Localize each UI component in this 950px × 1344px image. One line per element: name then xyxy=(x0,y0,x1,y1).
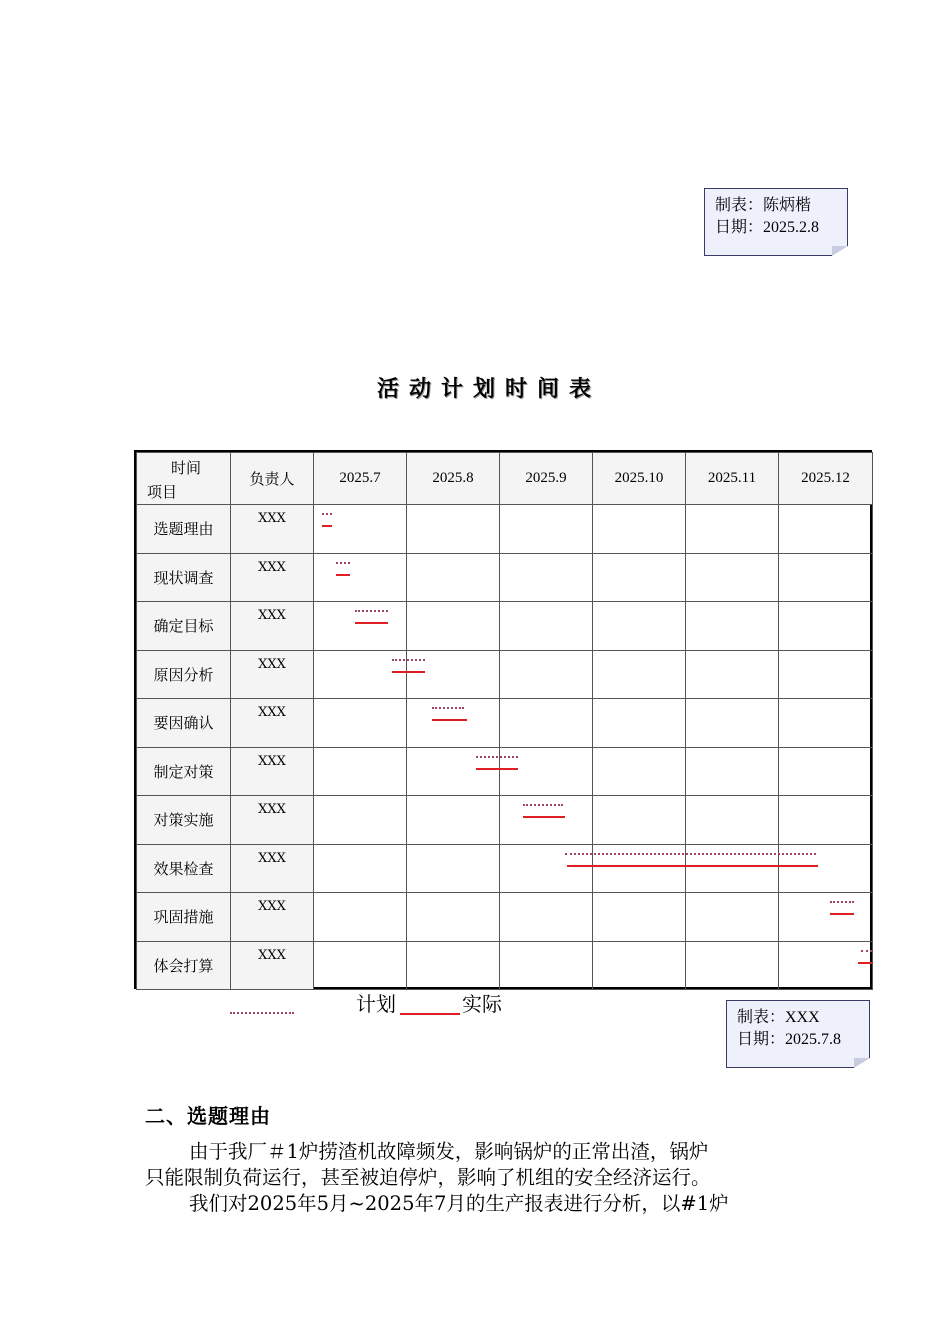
maker-label: 制表：XXX xyxy=(737,1009,820,1026)
date-label: 日期：2025.2.8 xyxy=(715,219,820,236)
month-cell xyxy=(500,844,593,893)
corner-item-label: 项目 xyxy=(147,485,178,501)
gantt-chart xyxy=(134,450,872,989)
task-cell: 制定对策 xyxy=(137,747,231,796)
owner-header: 负责人 xyxy=(231,453,314,505)
month-cell xyxy=(407,747,500,796)
task-cell: 选题理由 xyxy=(137,505,231,554)
table-row xyxy=(137,553,873,602)
month-header: 2025.7 xyxy=(314,453,407,505)
month-cell xyxy=(500,650,593,699)
month-cell xyxy=(593,796,686,845)
table-row xyxy=(137,505,873,554)
paragraph-line: 我们对2025年5月~2025年7月的生产报表进行分析，以#1炉 xyxy=(189,1192,729,1215)
month-cell xyxy=(593,747,686,796)
month-cell xyxy=(593,941,686,990)
task-cell: 巩固措施 xyxy=(137,893,231,942)
month-cell xyxy=(593,505,686,554)
month-cell xyxy=(407,893,500,942)
maker-label: 制表：陈炳楷 xyxy=(715,197,812,214)
month-cell xyxy=(314,650,407,699)
corner-time-label: 时间 xyxy=(171,461,202,477)
month-cell xyxy=(500,505,593,554)
month-cell xyxy=(686,505,779,554)
owner-cell: XXX xyxy=(231,941,314,990)
table-row xyxy=(137,941,873,990)
owner-cell: XXX xyxy=(231,505,314,554)
month-cell xyxy=(686,844,779,893)
month-header: 2025.8 xyxy=(407,453,500,505)
month-cell xyxy=(314,699,407,748)
table-row xyxy=(137,796,873,845)
month-cell xyxy=(407,844,500,893)
owner-cell: XXX xyxy=(231,893,314,942)
month-cell xyxy=(593,602,686,651)
month-cell xyxy=(593,699,686,748)
author-note-top xyxy=(704,188,848,256)
task-cell: 对策实施 xyxy=(137,796,231,845)
page-fold-icon xyxy=(854,1058,870,1068)
month-cell xyxy=(314,941,407,990)
month-cell xyxy=(314,747,407,796)
month-cell xyxy=(407,505,500,554)
month-header: 2025.10 xyxy=(593,453,686,505)
month-cell xyxy=(686,893,779,942)
table-row xyxy=(137,650,873,699)
month-header: 2025.9 xyxy=(500,453,593,505)
corner-header xyxy=(137,453,231,505)
task-cell: 现状调查 xyxy=(137,553,231,602)
task-cell: 效果检查 xyxy=(137,844,231,893)
month-cell xyxy=(593,650,686,699)
legend-plan-line xyxy=(230,1012,294,1014)
month-cell xyxy=(779,602,873,651)
table-row xyxy=(137,893,873,942)
month-cell xyxy=(779,941,873,990)
task-cell: 要因确认 xyxy=(137,699,231,748)
month-cell xyxy=(314,796,407,845)
paragraph-line: 由于我厂＃1炉捞渣机故障频发，影响锅炉的正常出渣，锅炉 xyxy=(189,1140,709,1163)
legend-actual-line xyxy=(400,1013,460,1015)
month-cell xyxy=(686,747,779,796)
section-heading: 二、选题理由 xyxy=(145,1104,271,1128)
month-header: 2025.12 xyxy=(779,453,873,505)
month-cell xyxy=(593,553,686,602)
month-cell xyxy=(779,747,873,796)
task-cell: 原因分析 xyxy=(137,650,231,699)
schedule-table xyxy=(136,452,873,990)
owner-cell: XXX xyxy=(231,844,314,893)
table-row xyxy=(137,844,873,893)
month-cell xyxy=(779,893,873,942)
month-cell xyxy=(500,699,593,748)
month-cell xyxy=(686,699,779,748)
month-cell xyxy=(314,553,407,602)
month-cell xyxy=(314,602,407,651)
table-row xyxy=(137,602,873,651)
header-row xyxy=(137,453,873,505)
month-cell xyxy=(314,505,407,554)
month-cell xyxy=(500,553,593,602)
owner-cell: XXX xyxy=(231,796,314,845)
month-cell xyxy=(407,796,500,845)
owner-cell: XXX xyxy=(231,650,314,699)
month-cell xyxy=(779,796,873,845)
paragraph-line: 只能限制负荷运行，甚至被迫停炉，影响了机组的安全经济运行。 xyxy=(145,1166,711,1189)
month-cell xyxy=(407,553,500,602)
task-cell: 体会打算 xyxy=(137,941,231,990)
owner-cell: XXX xyxy=(231,553,314,602)
owner-cell: XXX xyxy=(231,747,314,796)
date-label: 日期：2025.7.8 xyxy=(737,1031,842,1048)
month-cell xyxy=(686,602,779,651)
month-cell xyxy=(779,650,873,699)
owner-cell: XXX xyxy=(231,699,314,748)
month-cell xyxy=(407,699,500,748)
author-note-bottom xyxy=(726,1000,870,1068)
month-cell xyxy=(500,941,593,990)
month-cell xyxy=(779,553,873,602)
month-cell xyxy=(407,602,500,651)
month-header: 2025.11 xyxy=(686,453,779,505)
month-cell xyxy=(314,844,407,893)
task-cell: 确定目标 xyxy=(137,602,231,651)
month-cell xyxy=(779,505,873,554)
month-cell xyxy=(779,844,873,893)
month-cell xyxy=(407,941,500,990)
month-cell xyxy=(500,602,593,651)
month-cell xyxy=(500,747,593,796)
page-title: 活动计划时间表 xyxy=(376,377,601,402)
page-fold-icon xyxy=(832,246,848,256)
table-row xyxy=(137,747,873,796)
month-cell xyxy=(500,796,593,845)
legend-actual-label: 实际 xyxy=(462,992,502,1016)
month-cell xyxy=(686,553,779,602)
legend xyxy=(230,988,530,1018)
month-cell xyxy=(500,893,593,942)
month-cell xyxy=(314,893,407,942)
month-cell xyxy=(686,796,779,845)
legend-plan-label: 计划 xyxy=(356,992,396,1016)
owner-cell: XXX xyxy=(231,602,314,651)
table-row xyxy=(137,699,873,748)
month-cell xyxy=(593,893,686,942)
month-cell xyxy=(593,844,686,893)
month-cell xyxy=(779,699,873,748)
month-cell xyxy=(686,941,779,990)
month-cell xyxy=(407,650,500,699)
month-cell xyxy=(686,650,779,699)
